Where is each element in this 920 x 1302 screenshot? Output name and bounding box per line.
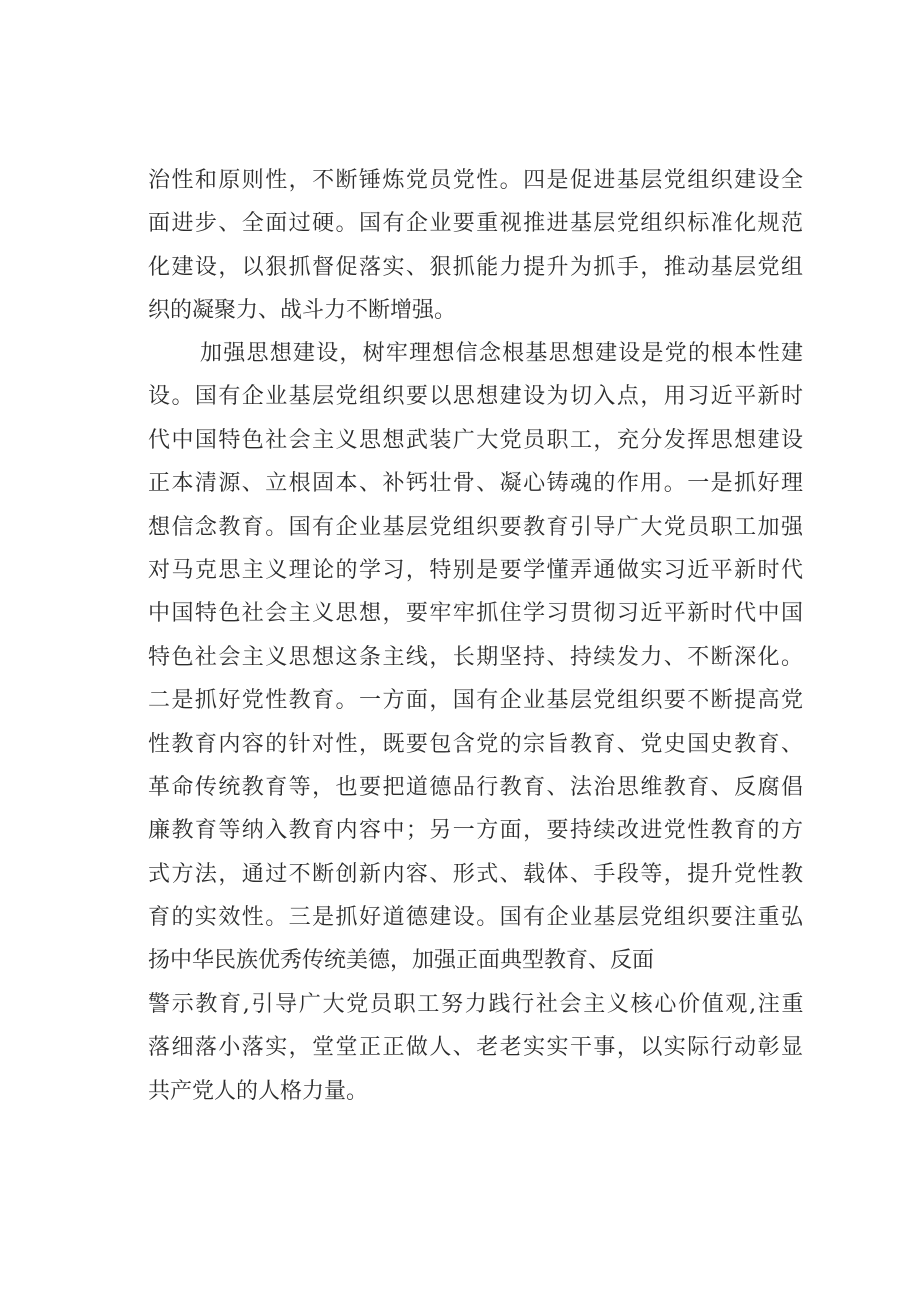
text-line: 性教育内容的针对性，既要包含党的宗旨教育、党史国史教育、	[148, 731, 803, 757]
text-line: 扬中华民族优秀传统美德，加强正面典型教育、反面	[148, 948, 655, 974]
text-line: 革命传统教育等，也要把道德品行教育、法治思维教育、反腐倡	[148, 774, 803, 800]
text-line: 正本清源、立根固本、补钙壮骨、凝心铸魂的作用。一是抓好理	[148, 471, 803, 497]
text-line: 警示教育,引导广大党员职工努力践行社会主义核心价值观,注重	[148, 992, 803, 1017]
text-line: 落细落小落实，堂堂正正做人、老老实实干事，以实际行动彰显	[148, 1035, 803, 1061]
paragraph-1	[148, 159, 803, 333]
text-line: 治性和原则性，不断锤炼党员党性。四是促进基层党组织建设全	[148, 168, 803, 193]
text-line: 面进步、全面过硬。国有企业要重视推进基层党组织标准化规范	[148, 211, 803, 237]
paragraph-2	[148, 332, 803, 983]
text-line: 特色社会主义思想这条主线，长期坚持、持续发力、不断深化。	[148, 644, 803, 670]
text-line: 设。国有企业基层党组织要以思想建设为切入点，用习近平新时	[148, 384, 803, 410]
text-line: 廉教育等纳入教育内容中；另一方面，要持续改进党性教育的方	[148, 818, 803, 844]
paragraph-3	[148, 983, 803, 1113]
text-line: 加强思想建设，树牢理想信念根基思想建设是党的根本性建	[200, 341, 803, 366]
text-line: 中国特色社会主义思想，要牢牢抓住学习贯彻习近平新时代中国	[148, 601, 803, 627]
text-line: 代中国特色社会主义思想武装广大党员职工，充分发挥思想建设	[148, 427, 803, 453]
text-line: 织的凝聚力、战斗力不断增强。	[148, 298, 457, 324]
text-line: 育的实效性。三是抓好道德建设。国有企业基层党组织要注重弘	[148, 905, 803, 931]
text-line: 化建设，以狠抓督促落实、狠抓能力提升为抓手，推动基层党组	[148, 254, 803, 280]
text-line: 对马克思主义理论的学习，特别是要学懂弄通做实习近平新时代	[148, 557, 803, 583]
text-line: 共产党人的人格力量。	[148, 1078, 369, 1104]
text-line: 想信念教育。国有企业基层党组织要教育引导广大党员职工加强	[148, 514, 803, 540]
text-line: 式方法，通过不断创新内容、形式、载体、手段等，提升党性教	[148, 861, 803, 887]
text-line: 二是抓好党性教育。一方面，国有企业基层党组织要不断提高党	[148, 688, 803, 714]
